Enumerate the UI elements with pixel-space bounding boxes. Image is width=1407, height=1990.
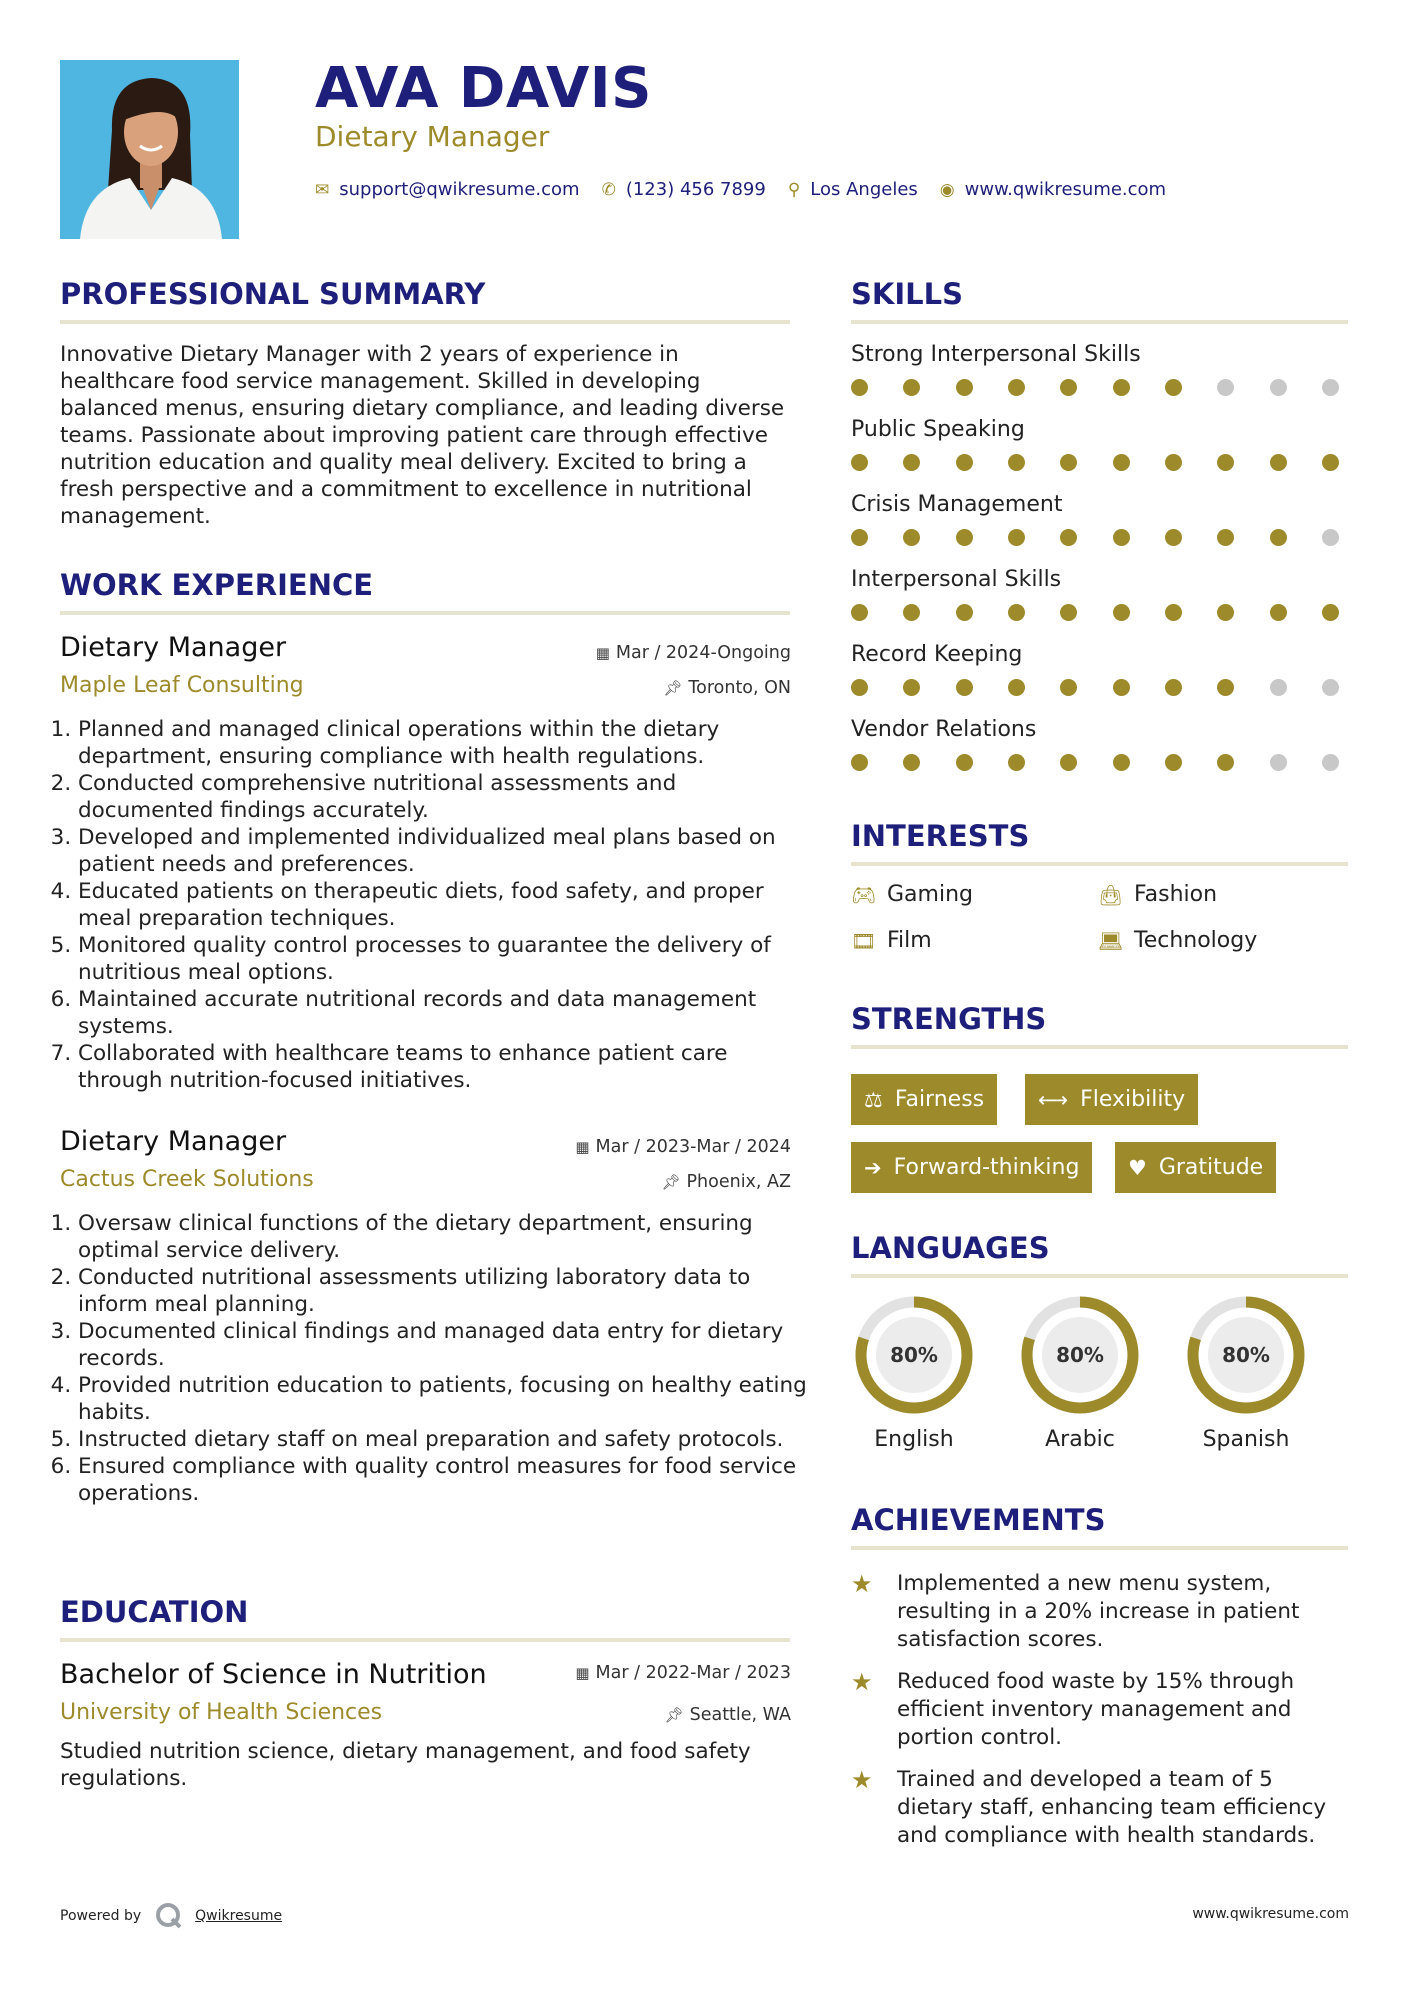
education-text: Studied nutrition science, dietary management, and food safety regulations.: [60, 1739, 751, 1791]
map-marker-icon: ⚲: [787, 179, 801, 200]
rating-dot-filled: [956, 679, 973, 696]
skill-rating: [851, 529, 1339, 546]
list-item: 4. Educated patients on therapeutic diets, food safety, and proper meal preparation techniques.: [78, 878, 813, 932]
skill-row: [851, 342, 1351, 417]
rating-dot-filled: [956, 604, 973, 621]
language-name: Spanish: [1202, 1427, 1290, 1452]
pin-icon: 📌︎: [661, 1173, 681, 1191]
website-link[interactable]: www.qwikresume.com: [964, 179, 1167, 200]
interests-divider: [851, 862, 1348, 866]
star-icon: ★: [851, 1766, 873, 1794]
achievement-item: ★ Reduced food waste by 15% through efficient inventory management and portion control.: [851, 1668, 1295, 1750]
rating-dot-filled: [1165, 679, 1182, 696]
languages-divider: [851, 1274, 1348, 1278]
achievement-item: ★ Implemented a new menu system, resulting in a 20% increase in patient satisfaction scores.: [851, 1570, 1300, 1652]
arrows-horizontal-icon: ⟷: [1038, 1087, 1069, 1112]
gamepad-icon: 🎮︎: [851, 882, 877, 907]
interest-fashion: 👜︎ Fashion: [1098, 882, 1218, 907]
skill-name: Interpersonal Skills: [851, 567, 1062, 592]
skill-name: Strong Interpersonal Skills: [851, 342, 1141, 367]
interest-gaming: 🎮︎ Gaming: [851, 882, 973, 907]
footer-url[interactable]: www.qwikresume.com: [1192, 1906, 1349, 1922]
rating-dot-filled: [1217, 529, 1234, 546]
company-name: Cactus Creek Solutions: [60, 1167, 314, 1192]
rating-dot-filled: [903, 754, 920, 771]
rating-dot-filled: [1008, 604, 1025, 621]
company-name: Maple Leaf Consulting: [60, 673, 304, 698]
rating-dot-filled: [1008, 679, 1025, 696]
rating-dot-filled: [851, 679, 868, 696]
rating-dot-filled: [903, 454, 920, 471]
skill-name: Public Speaking: [851, 417, 1025, 442]
language-item: [1183, 1295, 1309, 1452]
rating-dot-filled: [1113, 754, 1130, 771]
skill-rating: [851, 454, 1339, 471]
rating-dot-filled: [956, 379, 973, 396]
summary-text: Innovative Dietary Manager with 2 years of experience in healthcare food service management. Skilled in developing balanced menus, ensuring dietary compliance, and leading diverse teams. Passionate about improving patient care through effective nutrition education and quality meal delivery. Excited to bring a fresh perspective and a commitment to excellence in nutritional management.: [60, 342, 785, 529]
skill-rating: [851, 754, 1339, 771]
job-date: ▦ Mar / 2023-Mar / 2024: [575, 1137, 791, 1157]
list-item: 6. Ensured compliance with quality control measures for food service operations.: [78, 1453, 813, 1507]
rating-dot-filled: [851, 454, 868, 471]
language-name: Arabic: [1045, 1427, 1115, 1452]
star-icon: ★: [851, 1668, 873, 1696]
rating-dot-filled: [1322, 604, 1339, 621]
pin-icon: 📌︎: [663, 679, 683, 697]
email-link[interactable]: support@qwikresume.com: [339, 179, 580, 200]
skill-name: Vendor Relations: [851, 717, 1037, 742]
candidate-name: AVA DAVIS: [315, 56, 652, 121]
heart-icon: ♥: [1128, 1155, 1147, 1180]
experience-heading: WORK EXPERIENCE: [60, 568, 374, 602]
rating-dot-filled: [1060, 454, 1077, 471]
skill-name: Record Keeping: [851, 642, 1023, 667]
skills-list: [851, 342, 1351, 792]
balance-scale-icon: ⚖: [864, 1087, 883, 1112]
profile-photo: [60, 60, 239, 239]
skill-row: [851, 717, 1351, 792]
language-item: [1017, 1295, 1143, 1452]
shopping-bag-icon: 👜︎: [1098, 882, 1124, 907]
job-location: 📌︎ Toronto, ON: [663, 678, 791, 698]
rating-dot-filled: [851, 379, 868, 396]
location-text: Los Angeles: [810, 179, 918, 200]
rating-dot-filled: [1008, 754, 1025, 771]
list-item: 4. Provided nutrition education to patients, focusing on healthy eating habits.: [78, 1372, 813, 1426]
strength-chip: ⚖ Fairness: [851, 1074, 997, 1125]
list-item: 3. Documented clinical findings and managed data entry for dietary records.: [78, 1318, 813, 1372]
rating-dot-filled: [1008, 379, 1025, 396]
rating-dot-filled: [1165, 754, 1182, 771]
rating-dot-filled: [1165, 379, 1182, 396]
rating-dot-filled: [851, 754, 868, 771]
languages-list: [851, 1295, 1309, 1452]
rating-dot-empty: [1270, 379, 1287, 396]
qwikresume-link[interactable]: Qwikresume: [195, 1908, 283, 1924]
rating-dot-filled: [1270, 529, 1287, 546]
achievement-item: ★ Trained and developed a team of 5 dietary staff, enhancing team efficiency and compliance with health standards.: [851, 1766, 1327, 1848]
skill-row: [851, 417, 1351, 492]
interest-technology: 💻︎ Technology: [1098, 928, 1258, 953]
job-title: Dietary Manager: [60, 1126, 287, 1157]
achievements-heading: ACHIEVEMENTS: [851, 1503, 1106, 1537]
skill-rating: [851, 604, 1339, 621]
education-date: ▦ Mar / 2022-Mar / 2023: [575, 1663, 791, 1683]
rating-dot-filled: [1060, 679, 1077, 696]
list-item: 7. Collaborated with healthcare teams to enhance patient care through nutrition-focused initiatives.: [78, 1040, 813, 1094]
rating-dot-filled: [1165, 454, 1182, 471]
education-divider: [60, 1638, 790, 1642]
rating-dot-filled: [1165, 529, 1182, 546]
rating-dot-filled: [1165, 604, 1182, 621]
rating-dot-filled: [1113, 529, 1130, 546]
list-item: 1. Oversaw clinical functions of the dietary department, ensuring optimal service delivery.: [78, 1210, 813, 1264]
rating-dot-filled: [1008, 529, 1025, 546]
qwikresume-logo-icon: [155, 1902, 183, 1930]
school-name: University of Health Sciences: [60, 1700, 383, 1725]
rating-dot-empty: [1322, 529, 1339, 546]
rating-dot-filled: [956, 754, 973, 771]
rating-dot-filled: [1113, 379, 1130, 396]
summary-divider: [60, 320, 790, 324]
skills-divider: [851, 320, 1348, 324]
rating-dot-empty: [1322, 679, 1339, 696]
footer-powered-by: [60, 1902, 282, 1930]
skill-rating: [851, 379, 1339, 396]
job-duties-list: [60, 716, 813, 1094]
rating-dot-filled: [903, 679, 920, 696]
rating-dot-filled: [1270, 454, 1287, 471]
powered-by-label: Powered by: [60, 1908, 142, 1924]
list-item: 6. Maintained accurate nutritional records and data management systems.: [78, 986, 813, 1040]
job-location: 📌︎ Phoenix, AZ: [661, 1172, 791, 1192]
rating-dot-filled: [956, 454, 973, 471]
language-percent: 80%: [1222, 1343, 1270, 1367]
skill-row: [851, 492, 1351, 567]
rating-dot-filled: [903, 379, 920, 396]
rating-dot-filled: [1270, 604, 1287, 621]
calendar-icon: ▦: [575, 1664, 590, 1682]
star-icon: ★: [851, 1570, 873, 1598]
calendar-icon: ▦: [575, 1138, 590, 1156]
list-item: 5. Monitored quality control processes to guarantee the delivery of nutritious meal options.: [78, 932, 813, 986]
language-name: English: [874, 1427, 954, 1452]
rating-dot-empty: [1322, 379, 1339, 396]
rating-dot-filled: [1217, 754, 1234, 771]
strength-chip: ♥ Gratitude: [1115, 1142, 1276, 1193]
rating-dot-filled: [1060, 379, 1077, 396]
rating-dot-filled: [1217, 604, 1234, 621]
skills-heading: SKILLS: [851, 277, 963, 311]
contact-bar: [315, 179, 1188, 200]
rating-dot-filled: [1060, 754, 1077, 771]
globe-icon: ◉: [939, 179, 955, 200]
job-duties-list: [60, 1210, 813, 1507]
list-item: 3. Developed and implemented individualized meal plans based on patient needs and preferences.: [78, 824, 813, 878]
list-item: 5. Instructed dietary staff on meal preparation and safety protocols.: [78, 1426, 813, 1453]
film-icon: 🎞︎: [851, 928, 877, 953]
rating-dot-filled: [1113, 679, 1130, 696]
phone-text: (123) 456 7899: [625, 179, 766, 200]
skill-row: [851, 642, 1351, 717]
languages-heading: LANGUAGES: [851, 1231, 1050, 1265]
education-heading: EDUCATION: [60, 1595, 249, 1629]
rating-dot-filled: [1008, 454, 1025, 471]
language-percent: 80%: [1056, 1343, 1104, 1367]
rating-dot-empty: [1270, 679, 1287, 696]
rating-dot-empty: [1322, 754, 1339, 771]
rating-dot-filled: [903, 529, 920, 546]
rating-dot-filled: [851, 604, 868, 621]
strengths-divider: [851, 1045, 1348, 1049]
education-location: 📌︎ Seattle, WA: [664, 1705, 791, 1725]
rating-dot-filled: [903, 604, 920, 621]
phone-icon: ✆: [601, 179, 616, 200]
rating-dot-empty: [1217, 379, 1234, 396]
language-item: [851, 1295, 977, 1452]
experience-divider: [60, 611, 790, 615]
interest-film: 🎞︎ Film: [851, 928, 932, 953]
rating-dot-filled: [1217, 679, 1234, 696]
interests-heading: INTERESTS: [851, 819, 1030, 853]
rating-dot-filled: [851, 529, 868, 546]
list-item: 2. Conducted comprehensive nutritional assessments and documented findings accurately.: [78, 770, 813, 824]
achievements-divider: [851, 1546, 1348, 1550]
strengths-heading: STRENGTHS: [851, 1002, 1047, 1036]
envelope-icon: ✉: [315, 179, 330, 200]
summary-heading: PROFESSIONAL SUMMARY: [60, 277, 486, 311]
candidate-role: Dietary Manager: [315, 120, 550, 153]
list-item: 1. Planned and managed clinical operations within the dietary department, ensuring compliance with health regulations.: [78, 716, 813, 770]
job-date: ▦ Mar / 2024-Ongoing: [595, 643, 791, 663]
pin-icon: 📌︎: [664, 1706, 684, 1724]
rating-dot-empty: [1270, 754, 1287, 771]
rating-dot-filled: [956, 529, 973, 546]
skill-rating: [851, 679, 1339, 696]
arrow-right-icon: ➔: [864, 1155, 882, 1180]
skill-name: Crisis Management: [851, 492, 1063, 517]
rating-dot-filled: [1060, 604, 1077, 621]
language-percent: 80%: [890, 1343, 938, 1367]
rating-dot-filled: [1113, 454, 1130, 471]
calendar-icon: ▦: [595, 644, 610, 662]
strength-chip: ➔ Forward-thinking: [851, 1142, 1092, 1193]
strength-chip: ⟷ Flexibility: [1025, 1074, 1198, 1125]
rating-dot-filled: [1322, 454, 1339, 471]
skill-row: [851, 567, 1351, 642]
degree-title: Bachelor of Science in Nutrition: [60, 1659, 487, 1690]
list-item: 2. Conducted nutritional assessments utilizing laboratory data to inform meal planning.: [78, 1264, 813, 1318]
rating-dot-filled: [1113, 604, 1130, 621]
rating-dot-filled: [1217, 454, 1234, 471]
rating-dot-filled: [1060, 529, 1077, 546]
job-title: Dietary Manager: [60, 632, 287, 663]
laptop-icon: 💻︎: [1098, 928, 1124, 953]
